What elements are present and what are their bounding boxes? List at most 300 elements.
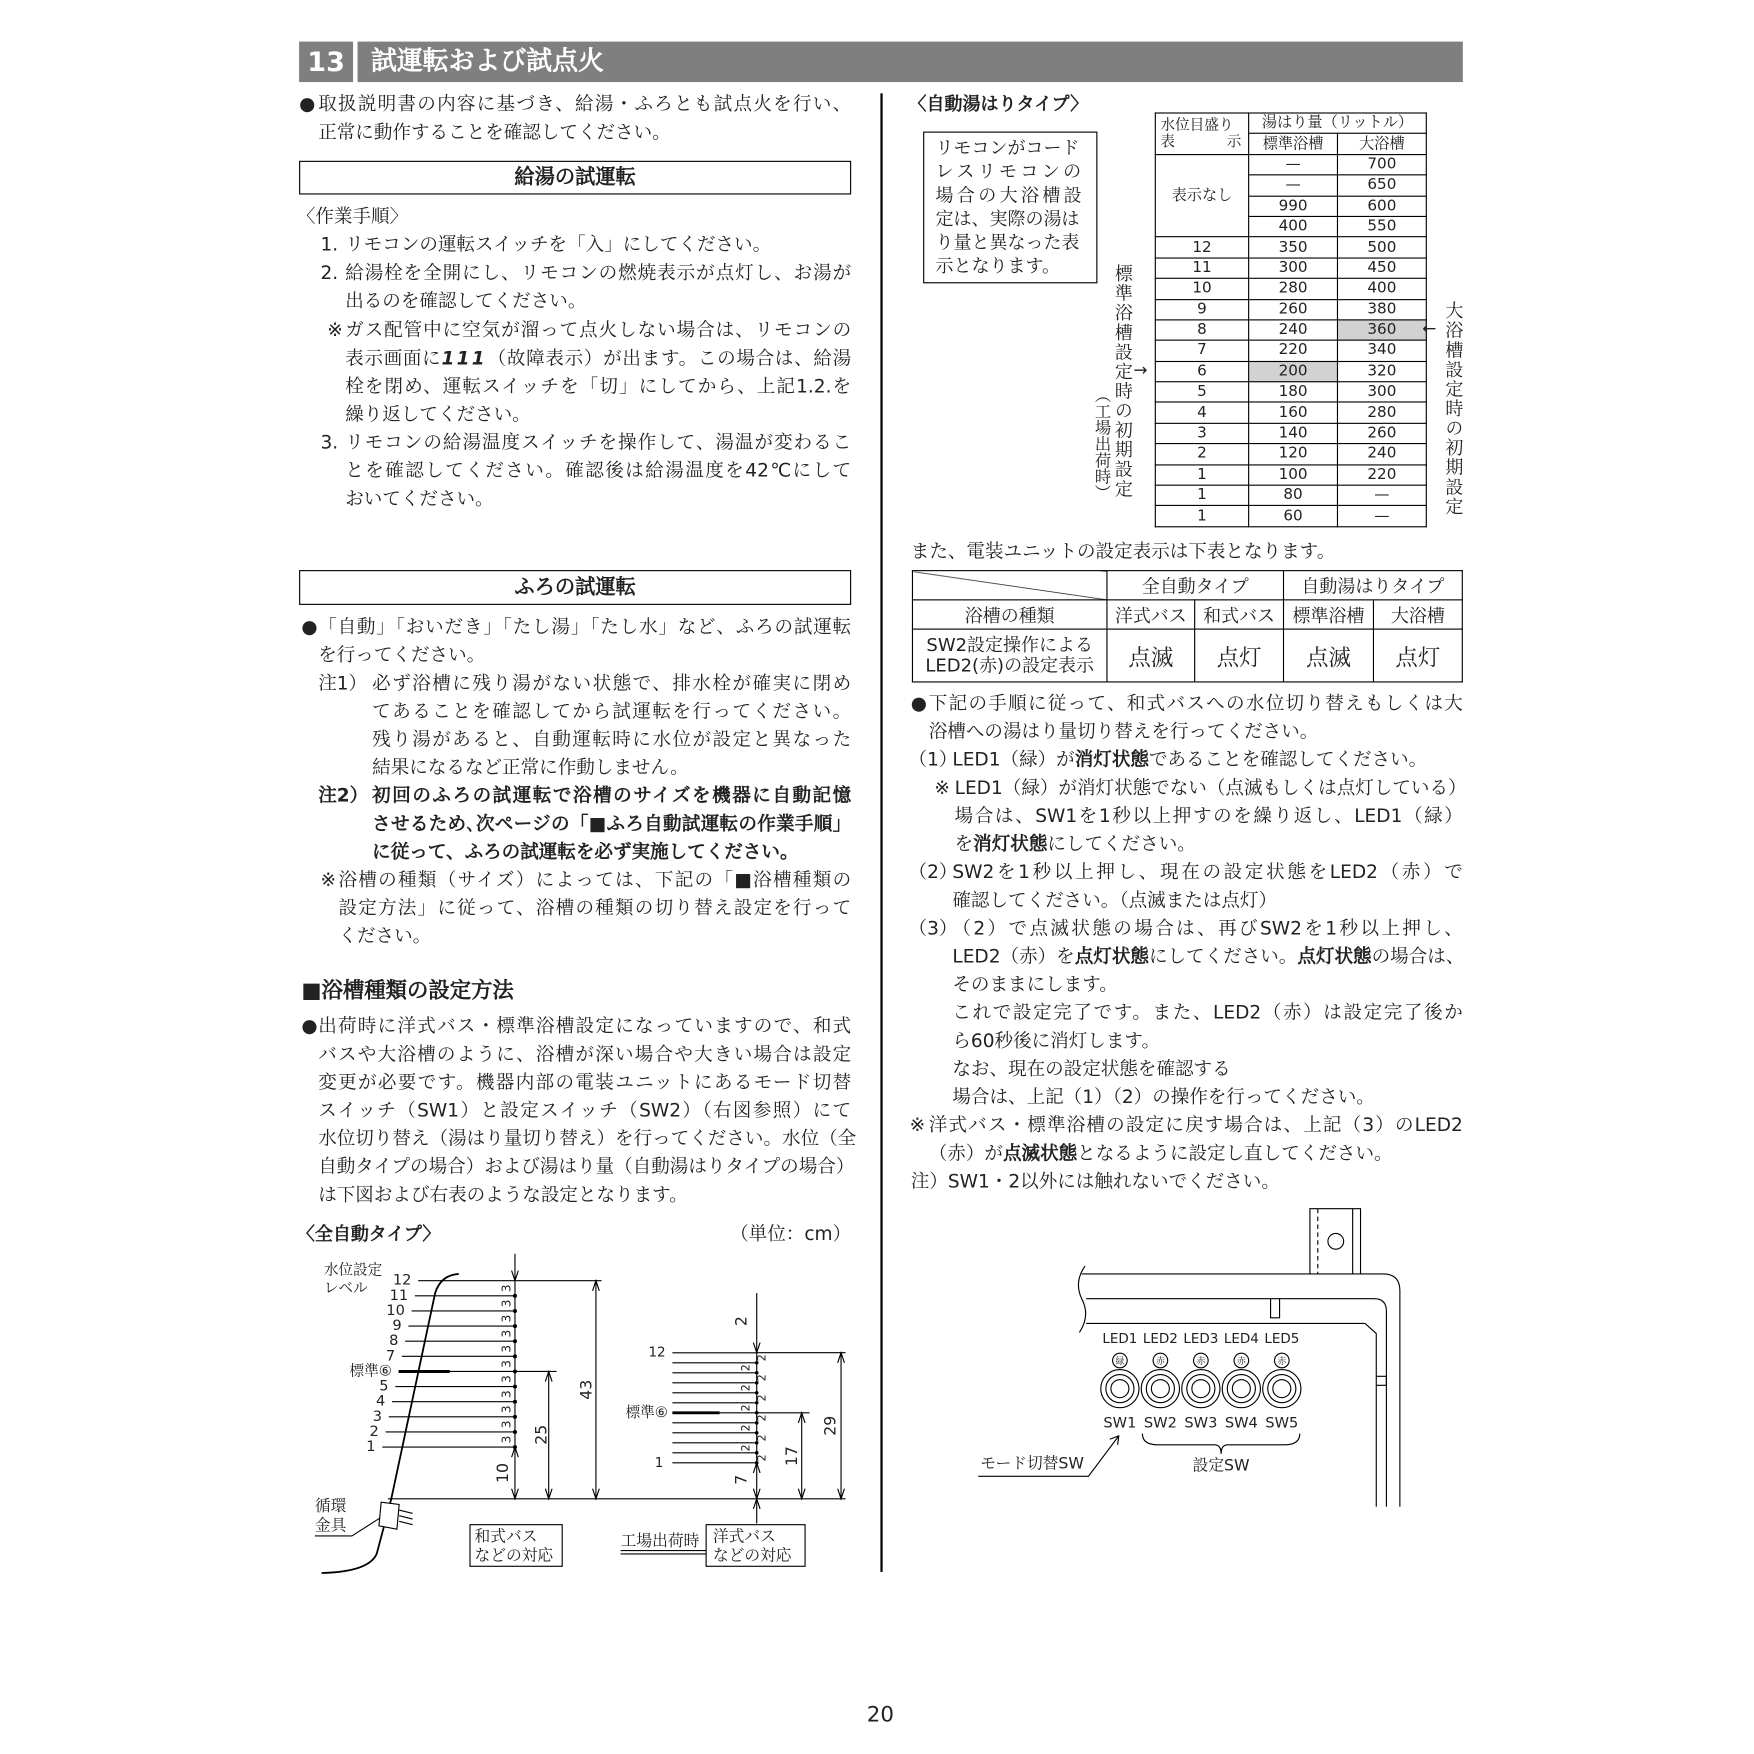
table-row bbox=[1155, 465, 1426, 486]
switch-button-icon[interactable] bbox=[1151, 1380, 1169, 1398]
level-cell: 5 bbox=[1155, 382, 1248, 403]
text-line: に従って、ふろの試運転を必ず実施してください。 bbox=[372, 841, 799, 863]
fitting-label: 循環 bbox=[314, 1496, 347, 1516]
fitting-label: 金具 bbox=[314, 1515, 347, 1535]
diagonal-corner-cell bbox=[912, 571, 1107, 600]
text-line bbox=[955, 830, 1463, 858]
level-label: 10 bbox=[386, 1301, 405, 1319]
note-1-text bbox=[372, 669, 851, 781]
text-line: は下図および右表のような設定となります。 bbox=[318, 1183, 688, 1206]
standard-amount-cell: — bbox=[1249, 175, 1338, 196]
standard-amount-cell: — bbox=[1249, 154, 1338, 175]
large-amount-cell: — bbox=[1337, 485, 1426, 506]
bullet-icon: ● bbox=[301, 616, 318, 638]
text-line: 結果になるなど正常に作動しません。 bbox=[372, 756, 689, 779]
table-row bbox=[1155, 340, 1426, 361]
led-label: LED1 bbox=[1102, 1331, 1138, 1348]
standard-amount-cell: 220 bbox=[1249, 340, 1338, 361]
step-number: 1. bbox=[320, 233, 339, 256]
dimension-label: 29 bbox=[820, 1415, 840, 1436]
level-label: 12 bbox=[648, 1344, 666, 1361]
led-color-label: 赤 bbox=[1196, 1357, 1206, 1368]
switch-label: SW2 bbox=[1143, 1414, 1177, 1432]
tub-size-note bbox=[338, 866, 851, 950]
tub-type-setting-heading: ■浴槽種類の設定方法 bbox=[301, 978, 514, 1003]
level-label: 9 bbox=[392, 1317, 402, 1335]
fitting-pipe bbox=[399, 1521, 412, 1524]
level-cell: 2 bbox=[1155, 444, 1248, 465]
arrow-right-icon: → bbox=[1133, 359, 1148, 381]
table-row bbox=[1155, 278, 1426, 299]
setting-sw-label: 設定SW bbox=[1192, 1455, 1250, 1475]
emphasized-text: 点滅状態 bbox=[1002, 1142, 1078, 1164]
interval-label: 2 bbox=[739, 1404, 753, 1412]
level-cell: 8 bbox=[1155, 320, 1248, 341]
table-row bbox=[1155, 154, 1426, 175]
switch-button-icon[interactable] bbox=[1182, 1370, 1220, 1408]
level-label: 標準⑥ bbox=[349, 1362, 392, 1380]
electrical-unit-diagram bbox=[967, 1197, 1417, 1523]
arrow-left-icon: ← bbox=[1422, 318, 1437, 339]
level-header-line: 水位目盛り bbox=[1160, 116, 1234, 134]
bath-test-paragraph bbox=[318, 613, 851, 669]
text-segment: にしてください。 bbox=[1047, 833, 1196, 855]
reset-note bbox=[929, 1111, 1463, 1167]
switch-button-icon[interactable] bbox=[1227, 1375, 1255, 1403]
text-line: 給湯栓を全開にし、リモコンの燃焼表示が点灯し、お湯が bbox=[345, 261, 852, 284]
standard-amount-cell: 160 bbox=[1249, 403, 1338, 424]
text-segment: であることを確認してください。 bbox=[1148, 748, 1428, 771]
level-label: 3 bbox=[372, 1407, 383, 1425]
standard-amount-cell: 140 bbox=[1249, 423, 1338, 444]
led-label: LED3 bbox=[1183, 1331, 1219, 1348]
interval-label: 2 bbox=[739, 1444, 753, 1452]
led-label: LED5 bbox=[1264, 1331, 1300, 1348]
note-2-label: 注2） bbox=[318, 784, 369, 807]
note-mark: ※ bbox=[934, 776, 950, 799]
text-line: を行ってください。 bbox=[318, 644, 486, 666]
emphasized-text: 点灯状態 bbox=[1074, 945, 1149, 967]
large-amount-cell: 300 bbox=[1337, 382, 1426, 403]
switch-button-icon[interactable] bbox=[1263, 1370, 1301, 1408]
text-line bbox=[952, 745, 1462, 773]
level-label: 12 bbox=[392, 1271, 412, 1289]
step-2-text bbox=[345, 259, 851, 315]
step-label: （3） bbox=[908, 917, 958, 939]
switch-label: SW5 bbox=[1265, 1414, 1299, 1432]
dimension-label: 7 bbox=[731, 1474, 751, 1485]
led-label: LED2 bbox=[1142, 1331, 1178, 1348]
text-line: ら60秒後に消灯します。 bbox=[952, 1029, 1161, 1052]
led-color-label: 緑 bbox=[1115, 1357, 1125, 1368]
text-line: 栓を閉め、運転スイッチを「切」にしてから、上記1.2.を bbox=[345, 375, 852, 397]
section-title: 試運転および試点火 bbox=[358, 42, 1463, 82]
level-cell: 11 bbox=[1155, 258, 1248, 279]
unit-label: （単位：cm） bbox=[730, 1223, 852, 1245]
box-text: 洋式バス bbox=[712, 1526, 776, 1546]
tub-type-cell: 和式バス bbox=[1195, 600, 1284, 629]
note-line: 定は、実際の湯は bbox=[935, 208, 1080, 230]
text-line: おいてください。 bbox=[345, 487, 494, 510]
text-line: 初回のふろの試運転で浴槽のサイズを機器に自動記憶 bbox=[372, 784, 852, 807]
frame-tab bbox=[1376, 1376, 1386, 1385]
setting-switch-brace bbox=[1142, 1434, 1299, 1454]
large-amount-cell: 280 bbox=[1337, 403, 1426, 424]
section-number: 13 bbox=[299, 42, 353, 82]
column-divider bbox=[880, 93, 882, 1572]
text-segment: （故障表示）が出ます。この場合は、給湯 bbox=[486, 347, 852, 369]
switch-button-icon[interactable] bbox=[1101, 1370, 1139, 1408]
level-cell: 4 bbox=[1155, 403, 1248, 424]
table-row bbox=[1155, 506, 1426, 527]
interval-label: 2 bbox=[739, 1364, 753, 1372]
interval-label: 3 bbox=[499, 1435, 514, 1444]
large-amount-cell: 260 bbox=[1337, 423, 1426, 444]
step-3-check-text bbox=[952, 1055, 1462, 1111]
interval-label: 2 bbox=[755, 1434, 769, 1442]
note-mark: ※ bbox=[320, 869, 337, 891]
text-line: 浴槽の種類（サイズ）によっては、下記の「■浴槽種類の bbox=[338, 869, 852, 891]
note-line: リモコンがコード bbox=[935, 137, 1080, 159]
text-line: 確認してください。（点滅または点灯） bbox=[952, 889, 1278, 911]
dimension-label: 25 bbox=[531, 1424, 551, 1445]
interval-label: 3 bbox=[499, 1420, 514, 1429]
led1-note bbox=[954, 774, 1467, 858]
table-row bbox=[1155, 258, 1426, 279]
standard-default-label: 標準浴槽設定時の初期設定 bbox=[1112, 264, 1134, 500]
interval-label: 3 bbox=[499, 1284, 514, 1293]
interval-label: 2 bbox=[755, 1354, 769, 1362]
text-segment: （赤）が bbox=[928, 1142, 1003, 1164]
text-line: 設定方法」に従って、浴槽の種類の切り替え設定を行って bbox=[338, 897, 852, 919]
step-1-text bbox=[345, 231, 851, 259]
note-mark: ※ bbox=[327, 319, 343, 341]
tub-type-label: 浴槽の種類 bbox=[912, 600, 1107, 629]
text-line: 下記の手順に従って、和式バスへの水位切り替えもしくは大 bbox=[928, 692, 1463, 714]
led-display-table bbox=[912, 570, 1463, 682]
level-cell: 1 bbox=[1155, 485, 1248, 506]
step-label: （2） bbox=[908, 861, 958, 883]
step-1-text bbox=[952, 745, 1462, 773]
text-line: 出るのを確認してください。 bbox=[345, 290, 587, 312]
standard-amount-cell: 280 bbox=[1249, 278, 1338, 299]
text-line: 取扱説明書の内容に基づき、給湯・ふろとも試点火を行い、 bbox=[318, 93, 852, 115]
fault-code-display: 111 bbox=[441, 347, 487, 369]
text-line: これで設定完了です。また、LED2（赤）は設定完了後か bbox=[952, 1001, 1463, 1024]
interval-label: 3 bbox=[499, 1299, 514, 1308]
fitting-pipe bbox=[399, 1510, 412, 1513]
large-amount-cell: 320 bbox=[1337, 361, 1426, 382]
text-line: 「自動」「おいだき」「たし湯」「たし水」など、ふろの試運転 bbox=[318, 616, 852, 638]
standard-amount-cell: 350 bbox=[1249, 237, 1338, 258]
text-line: LED1（緑）が消灯状態でない（点滅もしくは点灯している） bbox=[954, 776, 1467, 799]
tub-type-paragraph bbox=[318, 1012, 857, 1209]
text-segment: となるように設定し直してください。 bbox=[1077, 1142, 1393, 1164]
label-line: LED2(赤)の設定表示 bbox=[925, 654, 1095, 676]
text-line: ください。 bbox=[338, 925, 432, 947]
text-line: 必ず浴槽に残り湯がない状態で、排水栓が確実に閉め bbox=[372, 672, 852, 694]
dimension-label: 10 bbox=[493, 1462, 513, 1483]
note-2-text bbox=[372, 781, 851, 865]
switch-label: SW3 bbox=[1184, 1414, 1218, 1432]
caution-note: 注）SW1・2以外には触れないでください。 bbox=[910, 1170, 1280, 1192]
step-2-text bbox=[952, 858, 1462, 914]
level-cell: 1 bbox=[1155, 465, 1248, 486]
led-state-cell: 点灯 bbox=[1195, 629, 1284, 682]
text-line: 浴槽への湯はり量切り替えを行ってください。 bbox=[928, 720, 1319, 743]
interval-label: 2 bbox=[755, 1394, 769, 1402]
level-cell: 表示なし bbox=[1155, 154, 1248, 237]
text-line: 残り湯があると、自動運転時に水位が設定と異なった bbox=[372, 728, 852, 750]
full-auto-header: 全自動タイプ bbox=[1107, 571, 1284, 600]
tub-type-cell: 大浴槽 bbox=[1373, 600, 1462, 629]
fill-amount-table bbox=[1155, 112, 1427, 527]
large-amount-cell: 600 bbox=[1337, 196, 1426, 217]
text-line: スイッチ（SW1）と設定スイッチ（SW2）（右図参照）にて bbox=[318, 1099, 852, 1122]
switch-button-icon[interactable] bbox=[1232, 1380, 1250, 1398]
level-label: 2 bbox=[369, 1422, 379, 1440]
box-text: 和式バス bbox=[474, 1526, 538, 1546]
step-number: 3. bbox=[320, 431, 339, 454]
dimension-label: 2 bbox=[731, 1316, 751, 1327]
standard-amount-cell: 100 bbox=[1249, 465, 1338, 486]
large-amount-cell: 450 bbox=[1337, 258, 1426, 279]
tub-type-cell: 洋式バス bbox=[1107, 600, 1195, 629]
large-amount-cell: 550 bbox=[1337, 216, 1426, 237]
level-header bbox=[1155, 113, 1248, 154]
interval-label: 3 bbox=[499, 1314, 514, 1323]
large-tub-header: 大浴槽 bbox=[1337, 134, 1426, 155]
screw-hole-icon bbox=[1328, 1233, 1344, 1249]
large-amount-cell: 400 bbox=[1337, 278, 1426, 299]
bullet-icon: ● bbox=[299, 93, 316, 115]
standard-amount-cell: 260 bbox=[1249, 299, 1338, 320]
text-line: 場合は、SW1を1秒以上押すのを繰り返し、LED1（緑） bbox=[954, 805, 1463, 827]
bath-test-heading: ふろの試運転 bbox=[299, 570, 851, 605]
switch-button-icon[interactable] bbox=[1192, 1380, 1210, 1398]
level-label: 5 bbox=[379, 1377, 389, 1395]
level-cell: 1 bbox=[1155, 506, 1248, 527]
large-default-label: 大浴槽設定時の初期設定 bbox=[1442, 301, 1464, 517]
switch-button-icon[interactable] bbox=[1187, 1375, 1215, 1403]
led-color-label: 赤 bbox=[1155, 1357, 1165, 1368]
interval-label: 2 bbox=[755, 1454, 769, 1462]
unit-frame bbox=[1086, 1299, 1386, 1507]
text-segment: の場合は、 bbox=[1371, 945, 1465, 967]
large-amount-cell: 240 bbox=[1337, 444, 1426, 465]
intro-paragraph bbox=[318, 90, 851, 146]
interval-label: 3 bbox=[499, 1344, 514, 1353]
level-cell: 3 bbox=[1155, 423, 1248, 444]
switch-button-icon[interactable] bbox=[1111, 1380, 1129, 1398]
text-line bbox=[929, 1139, 1463, 1167]
large-amount-cell: 700 bbox=[1337, 154, 1426, 175]
text-line: SW2を1秒以上押し、現在の設定状態をLED2（赤）で bbox=[952, 861, 1463, 883]
large-amount-cell: 340 bbox=[1337, 340, 1426, 361]
switch-procedure-intro bbox=[929, 689, 1463, 745]
text-line bbox=[952, 942, 1465, 970]
page-number: 20 bbox=[866, 1702, 895, 1728]
interval-label: 3 bbox=[499, 1390, 514, 1399]
emphasized-text: 消灯状態 bbox=[973, 833, 1048, 855]
large-amount-cell: 500 bbox=[1337, 237, 1426, 258]
led-state-cell: 点滅 bbox=[1284, 629, 1374, 682]
text-line: （2）で点滅状態の場合は、再びSW2を1秒以上押し、 bbox=[952, 917, 1463, 939]
auto-fill-title: 〈自動湯はりタイプ〉 bbox=[908, 93, 1089, 115]
text-line bbox=[345, 344, 851, 372]
switch-button-icon[interactable] bbox=[1222, 1370, 1260, 1408]
hot-water-test-heading: 給湯の試運転 bbox=[299, 161, 851, 195]
box-text: などの対応 bbox=[712, 1545, 792, 1565]
note-mark: ※ bbox=[909, 1114, 926, 1136]
level-cell: 12 bbox=[1155, 237, 1248, 258]
switch-button-icon[interactable] bbox=[1268, 1375, 1296, 1403]
switch-button-icon[interactable] bbox=[1141, 1370, 1179, 1408]
leader-line bbox=[352, 1518, 380, 1536]
level-label: 標準⑥ bbox=[625, 1403, 668, 1421]
table-row bbox=[1155, 320, 1426, 341]
level-header-char: 表 bbox=[1160, 133, 1176, 151]
led-color-label: 赤 bbox=[1277, 1357, 1287, 1368]
interval-label: 3 bbox=[499, 1375, 514, 1384]
level-cell: 7 bbox=[1155, 340, 1248, 361]
text-segment: を bbox=[954, 833, 974, 855]
large-amount-cell: 360 bbox=[1337, 320, 1426, 341]
switch-button-icon[interactable] bbox=[1273, 1380, 1291, 1398]
standard-amount-cell: 120 bbox=[1249, 444, 1338, 465]
standard-amount-cell: 990 bbox=[1249, 196, 1338, 217]
interval-label: 3 bbox=[499, 1405, 514, 1414]
note-line: 場合の大浴槽設 bbox=[935, 184, 1086, 206]
note-line: 示となります。 bbox=[935, 255, 1061, 277]
led-state-cell: 点灯 bbox=[1373, 629, 1462, 682]
text-line: 洋式バス・標準浴槽の設定に戻す場合は、上記（3）のLED2 bbox=[928, 1114, 1463, 1136]
table-row bbox=[1155, 382, 1426, 403]
large-amount-cell: 650 bbox=[1337, 175, 1426, 196]
emphasized-text: 消灯状態 bbox=[1074, 748, 1149, 771]
standard-amount-cell: 240 bbox=[1249, 320, 1338, 341]
circulation-fitting-icon bbox=[379, 1502, 399, 1529]
step-label: （1） bbox=[908, 748, 958, 771]
table-row bbox=[1155, 237, 1426, 258]
note-line: り量と異なった表 bbox=[935, 231, 1080, 253]
standard-amount-cell: 180 bbox=[1249, 382, 1338, 403]
factory-label: 工場出荷時 bbox=[620, 1531, 700, 1551]
text-line: バスや大浴槽のように、浴槽が深い場合や大きい場合は設定 bbox=[318, 1043, 852, 1065]
text-line: 水位切り替え（湯はり量切り替え）を行ってください。水位（全 bbox=[318, 1127, 857, 1150]
level-cell: 10 bbox=[1155, 278, 1248, 299]
tub-type-cell: 標準浴槽 bbox=[1284, 600, 1374, 629]
factory-default-label: （工場出荷時） bbox=[1092, 386, 1111, 501]
switch-button-icon[interactable] bbox=[1106, 1375, 1134, 1403]
led-color-label: 赤 bbox=[1236, 1357, 1246, 1368]
standard-amount-cell: 400 bbox=[1249, 216, 1338, 237]
level-cell: 6 bbox=[1155, 361, 1248, 382]
text-line: てあることを確認してから試運転を行ってください。 bbox=[372, 700, 852, 722]
switch-label: SW1 bbox=[1103, 1414, 1137, 1432]
break-mark bbox=[1078, 1266, 1085, 1332]
label-line: SW2設定操作による bbox=[926, 634, 1094, 656]
led-setting-label bbox=[912, 629, 1107, 682]
level-label: 7 bbox=[385, 1347, 396, 1365]
note-line: レスリモコンの bbox=[935, 160, 1085, 183]
auto-fill-header: 自動湯はりタイプ bbox=[1284, 571, 1463, 600]
text-line: とを確認してください。確認後は給湯温度を42℃にして bbox=[345, 459, 852, 482]
bullet-icon: ● bbox=[301, 1015, 318, 1037]
step-3-complete-text bbox=[952, 998, 1462, 1054]
text-line: なお、現在の設定状態を確認する bbox=[952, 1058, 1231, 1080]
amount-header: 湯はり量（リットル） bbox=[1249, 113, 1427, 134]
mode-switch-label: モード切替SW bbox=[980, 1453, 1084, 1473]
table-row bbox=[1155, 423, 1426, 444]
text-line: リモコンの給湯温度スイッチを操作して、湯温が変わるこ bbox=[345, 431, 852, 454]
fitting-pipe bbox=[399, 1516, 412, 1519]
frame-tab bbox=[1271, 1299, 1280, 1318]
interval-label: 3 bbox=[499, 1360, 514, 1368]
table-row bbox=[1155, 444, 1426, 465]
switch-button-icon[interactable] bbox=[1146, 1375, 1174, 1403]
table-row bbox=[1155, 485, 1426, 506]
interval-label: 2 bbox=[739, 1384, 753, 1392]
interval-label: 2 bbox=[739, 1424, 753, 1432]
text-line: 変更が必要です。機器内部の電装ユニットにあるモード切替 bbox=[318, 1071, 852, 1093]
level-label: 11 bbox=[389, 1286, 409, 1304]
text-line: 正常に動作することを確認してください。 bbox=[318, 121, 671, 143]
note-1-label: 注1） bbox=[318, 672, 368, 694]
full-auto-title: 〈全自動タイプ〉 bbox=[296, 1223, 441, 1245]
large-amount-cell: 220 bbox=[1337, 465, 1426, 486]
bullet-icon: ● bbox=[910, 692, 927, 714]
step-3-text bbox=[345, 428, 851, 512]
table-row bbox=[1155, 403, 1426, 424]
dimension-label: 43 bbox=[576, 1379, 596, 1400]
text-line: 出荷時に洋式バス・標準浴槽設定になっていますので、和式 bbox=[318, 1015, 852, 1037]
interval-label: 2 bbox=[755, 1414, 769, 1422]
text-line: リモコンの運転スイッチを「入」にしてください。 bbox=[345, 233, 772, 256]
large-amount-cell: — bbox=[1337, 506, 1426, 527]
level-label: 4 bbox=[376, 1392, 386, 1410]
level-title: 水位設定 bbox=[323, 1261, 383, 1279]
emphasized-text: 点灯状態 bbox=[1297, 945, 1372, 967]
cordless-remote-note bbox=[923, 132, 1097, 284]
step-3-text bbox=[952, 914, 1465, 998]
table2-intro: また、電装ユニットの設定表示は下表となります。 bbox=[910, 540, 1336, 563]
text-line: 繰り返してください。 bbox=[345, 403, 531, 426]
led-label: LED4 bbox=[1223, 1331, 1259, 1348]
level-label: 1 bbox=[654, 1454, 664, 1471]
procedure-label: 〈作業手順〉 bbox=[296, 205, 409, 228]
standard-amount-cell: 80 bbox=[1249, 485, 1338, 506]
text-segment: 表示画面に bbox=[345, 347, 442, 369]
level-label: 8 bbox=[389, 1332, 399, 1350]
switch-label: SW4 bbox=[1224, 1414, 1258, 1432]
standard-amount-cell: 200 bbox=[1249, 361, 1338, 382]
level-title: レベル bbox=[323, 1279, 368, 1297]
box-text: などの対応 bbox=[474, 1545, 554, 1565]
dimension-label: 17 bbox=[782, 1446, 802, 1467]
level-cell: 9 bbox=[1155, 299, 1248, 320]
gas-air-note bbox=[345, 316, 851, 428]
table-row bbox=[1155, 299, 1426, 320]
level-header-char: 示 bbox=[1226, 133, 1242, 151]
step-number: 2. bbox=[320, 261, 339, 284]
level-label: 1 bbox=[366, 1438, 376, 1456]
led-state-cell: 点滅 bbox=[1107, 629, 1195, 682]
text-line: 自動タイプの場合）および湯はり量（自動湯はりタイプの場合） bbox=[318, 1155, 855, 1178]
text-line: 場合は、上記（1）（2）の操作を行ってください。 bbox=[952, 1086, 1375, 1108]
interval-label: 2 bbox=[755, 1374, 769, 1382]
text-segment: LED2（赤）を bbox=[952, 945, 1075, 967]
